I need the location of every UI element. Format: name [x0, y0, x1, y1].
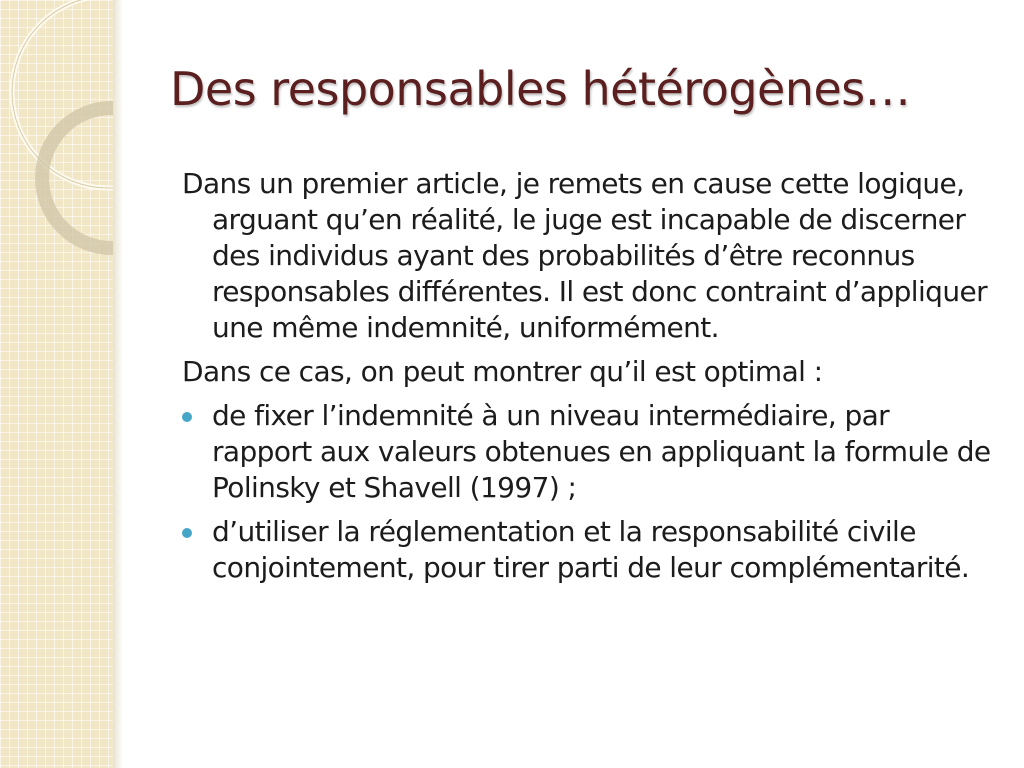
bullet-text: de fixer l’indemnité à un niveau intermédiaire, par rapport aux valeurs obtenues en appliquant la formule de Polinsky et Shavell (1997) ;: [212, 399, 991, 504]
ring-outline: [12, 0, 113, 188]
ring-small: [42, 108, 113, 248]
paragraph-optimal: Dans ce cas, on peut montrer qu’il est optimal :: [182, 355, 823, 388]
bullet-text: d’utiliser la réglementation et la responsabilité civile conjointement, pour tirer parti de leur complémentarité.: [212, 515, 970, 584]
ring-large: [12, 0, 113, 188]
sidebar-shadow: [113, 0, 123, 768]
bullet-dot-icon: [182, 528, 192, 538]
decorative-rings: [0, 0, 113, 768]
decorative-sidebar: [0, 0, 113, 768]
bullet-item: [182, 398, 994, 506]
bullet-dot-icon: [182, 412, 192, 422]
slide-title: Des responsables hétérogènes…: [170, 62, 911, 116]
paragraph-intro: Dans un premier article, je remets en cause cette logique, arguant qu’en réalité, le juge est incapable de discerner des individus ayant des probabilités d’être reconnus responsables différentes. Il est donc contraint d’appliquer une même indemnité, uniformément.: [182, 167, 988, 344]
bullet-item: [182, 514, 994, 586]
slide-body: [182, 166, 994, 594]
